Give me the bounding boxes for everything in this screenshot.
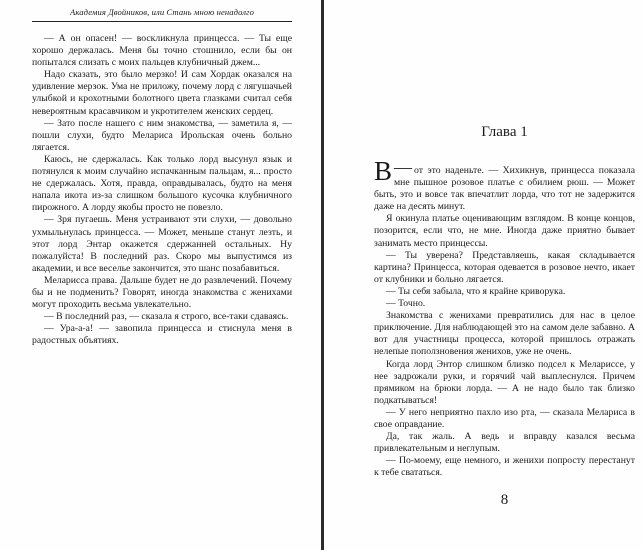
paragraph: Надо сказать, это было мерзко! И сам Хордак оказался на удивление мерзок. Ума не приложу, почему лорд с лягушачьей улыбкой и крохотными болотного цвета глазками считал себя невероятным красавчиком и укротителем женских сердец.: [32, 69, 292, 117]
paragraph: Когда лорд Энтор слишком близко подсел к Мелариссе, у нее задрожали руки, и горячий чай выплеснулся. Причем прямиком на брюки лорда. — А не надо было так близко подкатываться!: [374, 358, 635, 406]
lead-dash: —: [394, 157, 413, 177]
opening-paragraph: [374, 156, 635, 213]
left-page-text: [32, 33, 292, 347]
paragraph: — Зря пугаешь. Меня устраивают эти слухи, — довольно ухмыльнулась принцесса. — Может, меньше станут лезть, и этот лорд Энтар окажется сдержанней остальных. Ну пожалуйста! В последний раз. Скоро мы выпустимся из академии, и все веселье закончится, это шанс позабавиться.: [32, 214, 292, 274]
opening-paragraph-text: от это наденьте. — Хихикнув, принцесса показала мне пышное розовое платье с обилием рюш. — Может быть, это и вовсе так впечатлит лорда, что тот не задержится даже на десять минут.: [374, 165, 635, 213]
right-page: [324, 0, 643, 550]
running-head: Академия Двойников, или Стань мною ненадолго: [70, 7, 254, 17]
paragraph: — В последний раз, — сказала я строго, все-таки сдаваясь.: [44, 311, 289, 323]
paragraph: — По-моему, еще немного, и женихи попросту перестанут к тебе свататься.: [374, 455, 635, 479]
paragraph: — Ура-а-а! — завопила принцесса и стиснула меня в радостных объятиях.: [32, 323, 292, 347]
paragraph: Знакомства с женихами превратились для нас в целое приключение. Для наблюдающей это на самом деле забавно. А вот для участницы процесса, которой пришлось отражать нелепые поползновения женихов, уже не очень.: [374, 310, 635, 358]
right-page-text: [374, 156, 635, 479]
paragraph: Каюсь, не сдержалась. Как только лорд высунул язык и потянулся к моим случайно испачканным пальцам, я... просто не сдержалась. Хотя, правда, оправдывалась, будто на меня напала икота из-за слишком большого кусочка клубничного пирожного. А лорду якобы просто не повезло.: [32, 153, 292, 214]
running-head-rule: [32, 21, 292, 22]
chapter-title: Глава 1: [481, 124, 528, 140]
paragraph: Меларисса права. Дальше будет не до развлечений. Почему бы и не подменить? Говорят, иногда знакомства с женихами могут проходить весьма увлекательно.: [32, 274, 292, 311]
paragraph: — Точно.: [386, 298, 426, 310]
paragraph: Я окинула платье оценивающим взглядом. В конце концов, позорится, если что, не мне. Иногда даже приятно бывает занимать место принцессы.: [374, 213, 635, 249]
paragraph: — Зато после нашего с ним знакомства, — заметила я, — пошли слухи, будто Мелариса Ирольская очень больно лягается.: [32, 117, 292, 153]
paragraph: — Ты уверена? Представляешь, какая складывается картина? Принцесса, которая одевается в розовое нечто, икает от клубники и больно лягается.: [374, 249, 635, 285]
drop-cap: В: [374, 156, 393, 186]
page-number: 8: [500, 492, 509, 508]
paragraph: Да, так жаль. А ведь и вправду казался весьма привлекательным и неглупым.: [374, 431, 635, 455]
paragraph: — Ты себя забыла, что я крайне криворука.: [386, 285, 566, 297]
paragraph: — А он опасен! — воскликнула принцесса. — Ты еще хорошо держалась. Меня бы точно стошнило, если бы он попытался слизать с моих пальцев клубничный джем...: [32, 33, 292, 69]
paragraph: — У него неприятно пахло изо рта, — сказала Мелариса в свое оправдание.: [374, 406, 635, 430]
